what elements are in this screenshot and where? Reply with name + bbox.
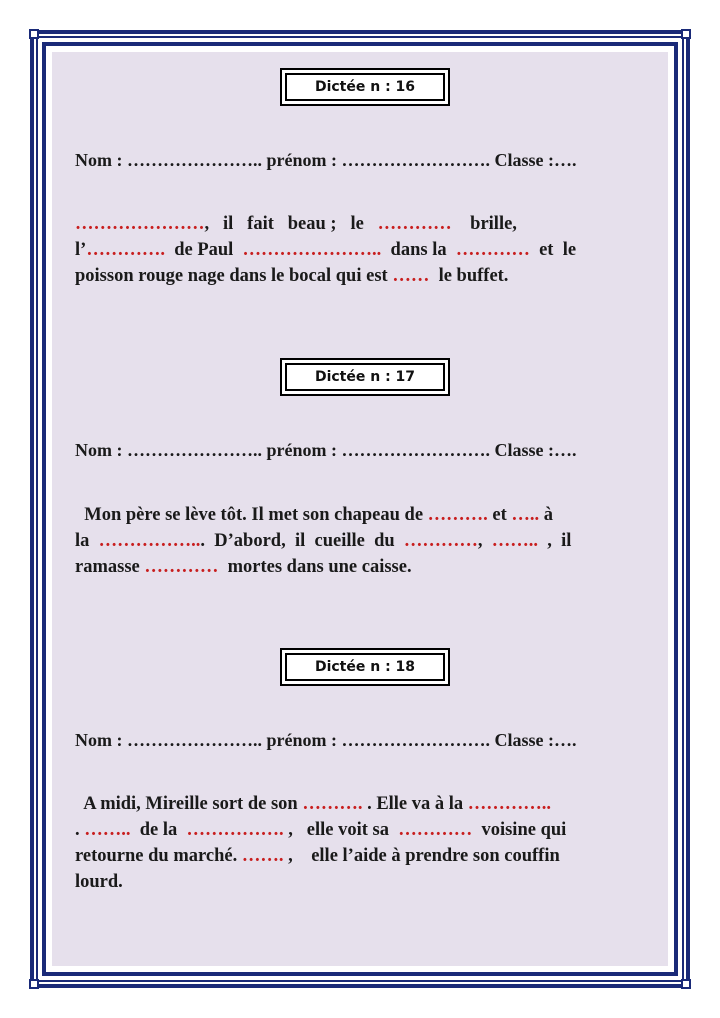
text-run: . D’abord, il cueille du — [200, 531, 404, 551]
text-run: lourd. — [75, 872, 123, 892]
dictee-title: Dictée n : 17 — [285, 363, 445, 391]
blank-to-fill: …………….. — [98, 531, 201, 551]
nom-prenom-classe-line: Nom : ………………….. prénom : ……………………. Classe :…. — [75, 440, 577, 460]
dictee-text — [75, 211, 645, 289]
text-run: à — [539, 505, 554, 525]
text-run: voisine qui — [472, 820, 567, 840]
text-line — [75, 528, 645, 554]
nom-prenom-classe-line: Nom : ………………….. prénom : ……………………. Classe :…. — [75, 730, 577, 750]
text-run: dans la — [381, 240, 456, 260]
blank-to-fill: …….. — [84, 820, 131, 840]
text-run: de Paul — [164, 240, 243, 260]
text-run: brille, — [451, 214, 517, 234]
dictee-title: Dictée n : 18 — [285, 653, 445, 681]
text-line — [75, 263, 645, 289]
text-line — [75, 554, 645, 580]
blank-to-fill: ……………. — [186, 820, 284, 840]
blank-to-fill: ….. — [511, 505, 540, 525]
text-run: ramasse — [75, 557, 145, 577]
dictee-text — [75, 502, 645, 580]
corner-ornament — [29, 979, 39, 989]
corner-ornament — [29, 29, 39, 39]
text-line — [75, 237, 645, 263]
text-run: le buffet. — [429, 266, 509, 286]
nom-prenom-classe-line: Nom : ………………….. prénom : ……………………. Classe :…. — [75, 150, 577, 170]
blank-to-fill: ………… — [403, 531, 478, 551]
text-line — [75, 791, 645, 817]
text-run: la — [75, 531, 99, 551]
blank-to-fill: …… — [392, 266, 430, 286]
corner-ornament — [681, 979, 691, 989]
text-run: l’ — [75, 240, 87, 260]
text-run: retourne du marché. — [75, 846, 242, 866]
dictee-title-box — [280, 648, 450, 686]
text-run: mortes dans une caisse. — [218, 557, 412, 577]
text-run: , elle l’aide à prendre son couffin — [283, 846, 560, 866]
text-run: , il — [538, 531, 572, 551]
corner-ornament — [681, 29, 691, 39]
blank-to-fill: ………………….. — [242, 240, 382, 260]
text-run: , — [477, 531, 492, 551]
dictee-title: Dictée n : 16 — [285, 73, 445, 101]
text-line — [75, 869, 645, 895]
blank-to-fill: ………… — [398, 820, 473, 840]
text-run: , elle voit sa — [283, 820, 399, 840]
text-run: . — [75, 820, 85, 840]
text-run: poisson rouge nage dans le bocal qui est — [75, 266, 393, 286]
blank-to-fill: ………… — [144, 557, 219, 577]
dictee-text — [75, 791, 645, 895]
blank-to-fill: ………………… — [75, 214, 205, 234]
blank-to-fill: ………….. — [467, 794, 552, 814]
blank-to-fill: ………… — [377, 214, 452, 234]
blank-to-fill: ………… — [455, 240, 530, 260]
blank-to-fill: ……. — [241, 846, 284, 866]
text-line — [75, 502, 645, 528]
text-run: de la — [130, 820, 187, 840]
text-run: Mon père se lève tôt. Il met son chapeau de — [75, 505, 428, 525]
dictee-title-box — [280, 358, 450, 396]
text-run: et — [487, 505, 512, 525]
text-run: . Elle va à la — [362, 794, 468, 814]
text-line — [75, 211, 645, 237]
text-run: A midi, Mireille sort de son — [75, 794, 303, 814]
blank-to-fill: ………. — [302, 794, 363, 814]
blank-to-fill: …….. — [491, 531, 539, 551]
dictee-title-box — [280, 68, 450, 106]
blank-to-fill: …………. — [86, 240, 165, 260]
text-run: et le — [529, 240, 577, 260]
blank-to-fill: ………. — [427, 505, 488, 525]
text-run: , il fait beau ; le — [204, 214, 378, 234]
text-line — [75, 843, 645, 869]
text-line — [75, 817, 645, 843]
